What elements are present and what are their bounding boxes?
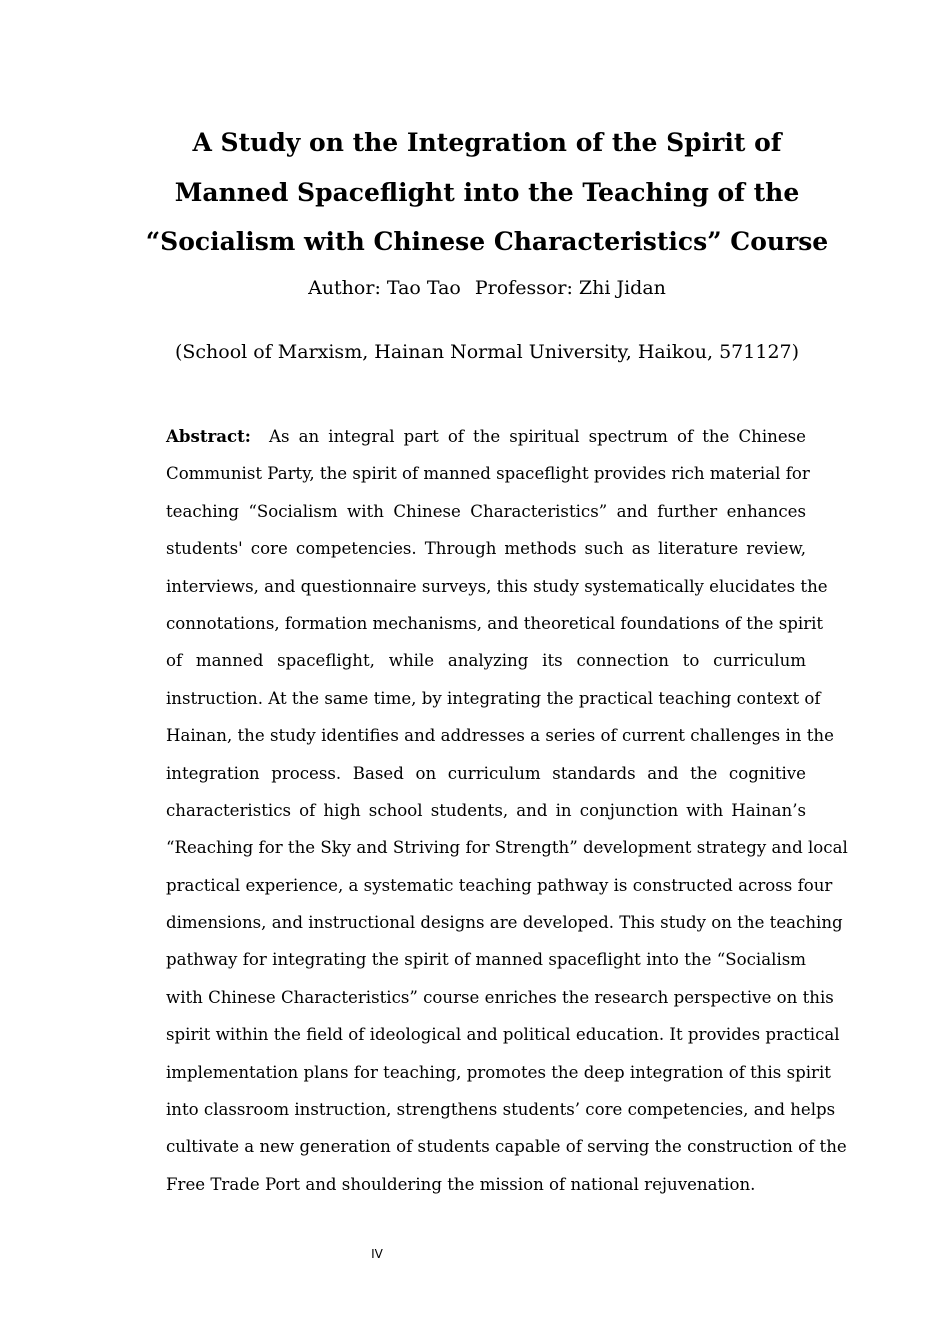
page-number: IV — [371, 1247, 383, 1261]
abstract-text: As an integral part of the spiritual spectrum of the Chinese — [269, 427, 806, 446]
abstract-line: characteristics of high school students, and in conjunction with Hainan’s — [166, 800, 806, 820]
affiliation: (School of Marxism, Hainan Normal University, Haikou, 571127) — [174, 341, 800, 363]
abstract-line — [166, 418, 806, 455]
abstract-line: dimensions, and instructional designs are developed. This study on the teaching — [166, 913, 843, 933]
abstract-line: interviews, and questionnaire surveys, this study systematically elucidates the — [166, 576, 828, 596]
abstract-line: with Chinese Characteristics” course enriches the research perspective on this — [166, 987, 834, 1007]
abstract-line: instruction. At the same time, by integrating the practical teaching context of — [166, 688, 821, 708]
author-name: Author: Tao Tao — [308, 277, 461, 299]
abstract-line: spirit within the field of ideological and political education. It provides practical — [166, 1025, 840, 1045]
abstract-line: teaching “Socialism with Chinese Characteristics” and further enhances — [166, 501, 806, 521]
abstract-line: practical experience, a systematic teaching pathway is constructed across four — [166, 875, 833, 895]
title-line: Manned Spaceflight into the Teaching of the — [174, 177, 800, 207]
abstract — [166, 418, 848, 1203]
paper-title — [120, 118, 854, 267]
professor-name: Professor: Zhi Jidan — [474, 277, 666, 299]
abstract-line: connotations, formation mechanisms, and theoretical foundations of the spirit — [166, 613, 824, 633]
abstract-line: into classroom instruction, strengthens students’ core competencies, and helps — [166, 1100, 836, 1120]
abstract-line: pathway for integrating the spirit of manned spaceflight into the “Socialism — [166, 950, 806, 970]
abstract-line: Hainan, the study identifies and addresses a series of current challenges in the — [166, 726, 834, 746]
abstract-line: Free Trade Port and shouldering the mission of national rejuvenation. — [166, 1174, 756, 1194]
abstract-line: “Reaching for the Sky and Striving for Strength” development strategy and local — [166, 838, 848, 858]
abstract-line: integration process. Based on curriculum standards and the cognitive — [166, 763, 806, 783]
abstract-line: students' core competencies. Through methods such as literature review, — [166, 539, 806, 559]
abstract-line: of manned spaceflight, while analyzing its connection to curriculum — [166, 651, 806, 671]
abstract-line: cultivate a new generation of students capable of serving the construction of the — [166, 1137, 847, 1157]
title-line: A Study on the Integration of the Spirit of — [192, 128, 782, 157]
author-byline — [120, 275, 854, 301]
abstract-line: implementation plans for teaching, promotes the deep integration of this spirit — [166, 1062, 831, 1082]
title-line: “Socialism with Chinese Characteristics” Course — [145, 227, 829, 256]
abstract-line: Communist Party, the spirit of manned spaceflight provides rich material for — [166, 464, 810, 484]
abstract-label: Abstract: — [166, 426, 251, 446]
